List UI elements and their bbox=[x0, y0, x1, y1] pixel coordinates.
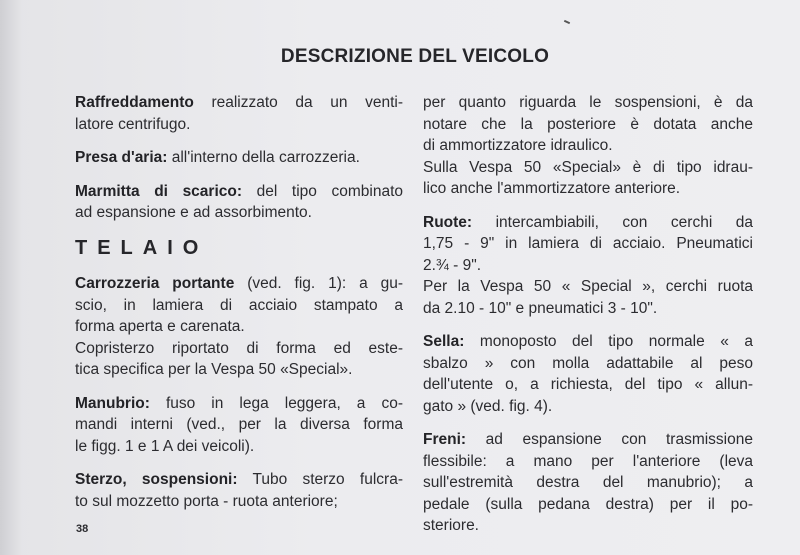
text-line: Copristerzo riportato di forma ed este- bbox=[75, 339, 403, 357]
text-line: 2.¾ - 9". bbox=[423, 256, 482, 274]
text-line: forma aperta e carenata. bbox=[75, 318, 245, 335]
text-line: da 2.10 - 10" e pneumatici 3 - 10". bbox=[423, 299, 658, 317]
paragraph-presa-aria bbox=[75, 147, 403, 169]
paragraph-raffreddamento bbox=[75, 92, 403, 135]
text-line: Tubo sterzo fulcra- bbox=[237, 471, 403, 488]
page-number: 38 bbox=[76, 523, 89, 535]
term-manubrio: Manubrio: bbox=[75, 394, 150, 412]
left-column bbox=[75, 92, 403, 524]
term-marmitta: Marmitta di scarico: bbox=[75, 182, 243, 200]
text-line: notare che la posteriore è dotata anche bbox=[423, 115, 753, 133]
paragraph-carrozzeria bbox=[75, 273, 403, 381]
term-sterzo: Sterzo, sospensioni: bbox=[75, 471, 238, 488]
text-line: del tipo combinato bbox=[242, 182, 403, 200]
paragraph-marmitta bbox=[75, 181, 403, 224]
text-line: monoposto del tipo normale « a bbox=[464, 333, 753, 350]
text-line: latore centrifugo. bbox=[75, 115, 191, 133]
text-line: tica specifica per la Vespa 50 «Special». bbox=[75, 361, 353, 378]
page-spine-shadow bbox=[0, 0, 22, 555]
text-line: all'interno della carrozzeria. bbox=[167, 149, 360, 166]
paragraph-sospensioni bbox=[423, 92, 753, 200]
paragraph-ruote bbox=[423, 212, 753, 320]
paragraph-sterzo bbox=[75, 469, 403, 512]
text-line: scio, in lamiera di acciaio stampato a bbox=[75, 296, 403, 314]
text-line: fuso in lega leggera, a co- bbox=[149, 394, 403, 412]
term-presa-aria: Presa d'aria: bbox=[75, 149, 168, 166]
text-line: ad espansione e ad assorbimento. bbox=[75, 204, 312, 221]
text-line: gato » (ved. fig. 4). bbox=[423, 397, 553, 415]
text-line: steriore. bbox=[423, 517, 479, 534]
section-heading-telaio: TELAIO bbox=[75, 236, 209, 259]
term-freni: Freni: bbox=[423, 431, 467, 448]
print-speck bbox=[564, 20, 570, 24]
term-carrozzeria: Carrozzeria portante bbox=[75, 275, 235, 292]
text-line: lico anche l'ammortizzatore anteriore. bbox=[423, 180, 681, 197]
paragraph-manubrio bbox=[75, 393, 403, 458]
page-title: DESCRIZIONE DEL VEICOLO bbox=[280, 46, 550, 67]
text-line: 1,75 - 9" in lamiera di acciaio. Pneumatici bbox=[423, 235, 753, 252]
text-line: (ved. fig. 1): a gu- bbox=[234, 275, 403, 292]
text-line: dell'utente o, a richiesta, del tipo « allun- bbox=[423, 376, 753, 393]
text-line: ad espansione con trasmissione bbox=[466, 431, 753, 448]
text-line: to sul mozzetto porta - ruota anteriore; bbox=[75, 492, 338, 510]
text-line: di ammortizzatore idraulico. bbox=[423, 137, 613, 154]
paragraph-freni bbox=[423, 429, 753, 537]
text-line: realizzato da un venti- bbox=[193, 94, 403, 111]
text-line: mandi interni (ved., per la diversa forma bbox=[75, 416, 403, 433]
right-column bbox=[423, 92, 753, 549]
term-ruote: Ruote: bbox=[423, 213, 473, 231]
term-raffreddamento: Raffreddamento bbox=[75, 94, 194, 111]
paragraph-sella bbox=[423, 331, 753, 417]
text-line: sbalzo » con molla adattabile al peso bbox=[423, 354, 753, 372]
text-line: sull'estremità destra del manubrio); a bbox=[423, 474, 753, 491]
text-line: pedale (sulla pedana destra) per il po- bbox=[423, 495, 753, 513]
text-line: flessibile: a mano per l'anteriore (leva bbox=[423, 452, 753, 470]
text-line: le figg. 1 e 1 A dei veicoli). bbox=[75, 437, 255, 455]
term-sella: Sella: bbox=[423, 333, 465, 350]
text-line: intercambiabili, con cerchi da bbox=[472, 213, 753, 231]
text-line: Per la Vespa 50 « Special », cerchi ruota bbox=[423, 278, 753, 295]
text-line: per quanto riguarda le sospensioni, è da bbox=[423, 94, 753, 111]
text-line: Sulla Vespa 50 «Special» è di tipo idrau- bbox=[423, 158, 753, 176]
